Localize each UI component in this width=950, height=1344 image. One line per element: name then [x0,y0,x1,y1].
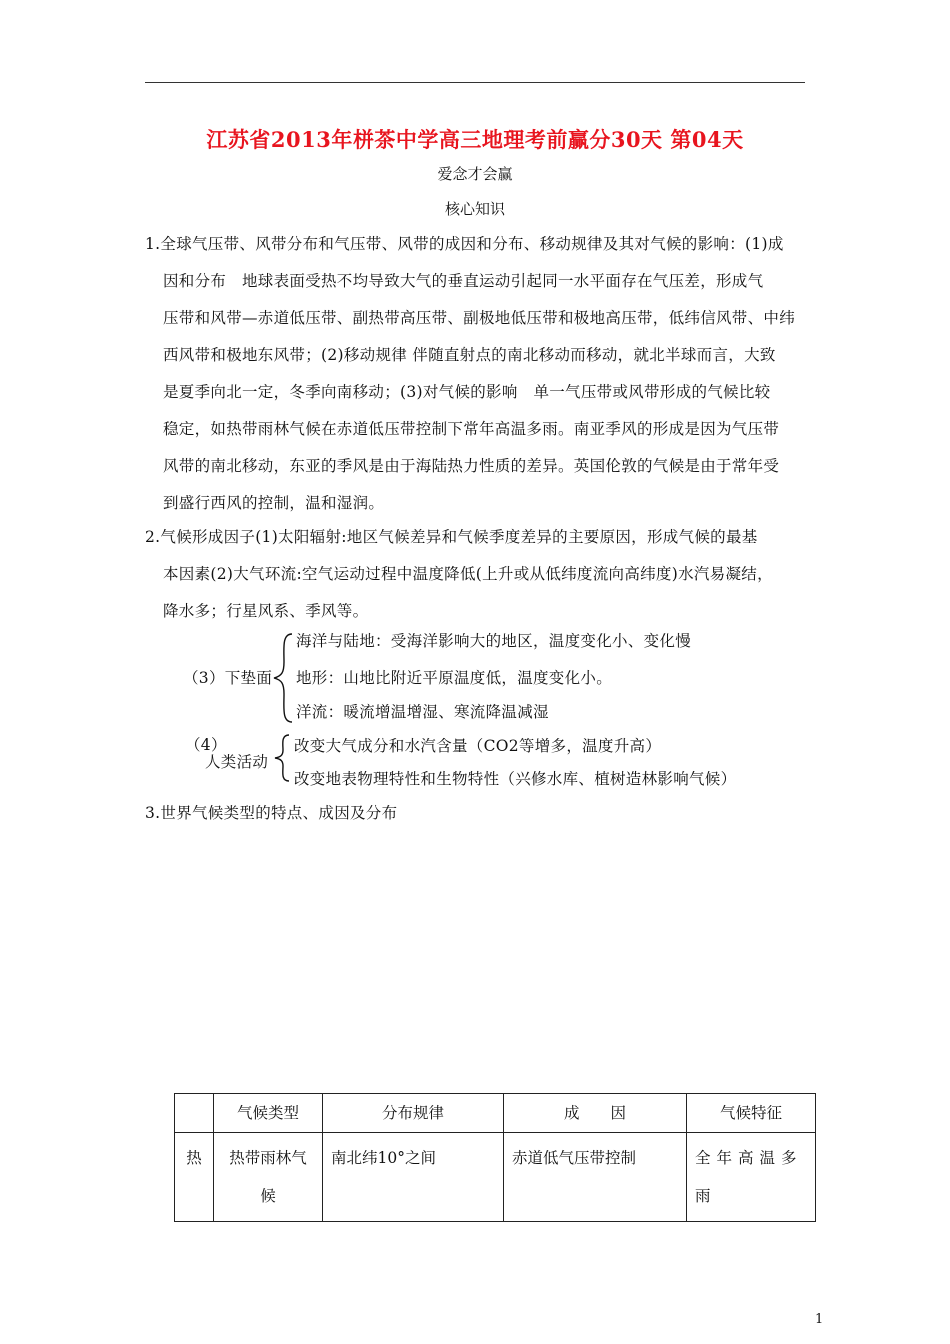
distribution-cell: 南北纬10°之间 [323,1133,504,1222]
table-row [175,1133,816,1222]
climate-type-cell: 热带雨林气候 [214,1133,323,1222]
page-number: 1 [815,1312,824,1327]
table-header-cell: 分布规律 [323,1094,504,1133]
paragraph-1-line: 压带和风带—赤道低压带、副热带高压带、副极地低压带和极地高压带，低纬信风带、中纬 [163,309,796,327]
paragraph-2-line: 2.气候形成因子(1)太阳辐射:地区气候差异和气候季度差异的主要原因，形成气候的最基 [145,528,758,546]
paragraph-1-line: 风带的南北移动，东亚的季风是由于海陆热力性质的差异。英国伦敦的气候是由于常年受 [163,457,780,475]
header-rule [145,82,805,83]
paragraph-3: 3.世界气候类型的特点、成因及分布 [145,804,398,822]
paragraph-1-line: 因和分布 地球表面受热不均导致大气的垂直运动引起同一水平面存在气压差，形成气 [163,272,764,290]
paragraph-2-line: 降水多；行星风系、季风等。 [163,602,369,620]
table-header-cell [175,1094,214,1133]
underlying-surface-item: 地形：山地比附近平原温度低，温度变化小。 [296,669,613,687]
underlying-surface-item: 海洋与陆地：受海洋影响大的地区，温度变化小、变化慢 [296,632,692,650]
table-header-cell: 成 因 [504,1094,687,1133]
table-header-cell: 气候特征 [687,1094,816,1133]
human-activity-item: 改变地表物理特性和生物特性（兴修水库、植树造林影响气候） [294,770,737,788]
climate-types-table [174,1093,816,1222]
human-activity-label: 人类活动 [205,753,269,771]
curly-brace-icon [270,630,296,726]
document-title: 江苏省2013年栟茶中学高三地理考前赢分30天 第04天 [206,127,744,152]
paragraph-2-line: 本因素(2)大气环流:空气运动过程中温度降低(上升或从低纬度流向高纬度)水汽易凝结， [163,565,773,583]
section-heading: 核心知识 [444,200,505,218]
climate-zone-cell: 热 [175,1133,214,1222]
paragraph-1-line: 是夏季向北一定，冬季向南移动；(3)对气候的影响 单一气压带或风带形成的气候比较 [163,383,771,401]
feature-cell: 全年高温多雨 [687,1133,816,1222]
cause-cell: 赤道低气压带控制 [504,1133,687,1222]
underlying-surface-label: （3）下垫面 [183,669,273,687]
human-activity-item: 改变大气成分和水汽含量（CO2等增多，温度升高） [294,737,662,755]
underlying-surface-item: 洋流：暖流增温增湿、寒流降温减湿 [296,703,549,721]
human-activity-number: （4） [185,736,227,754]
table-header-cell: 气候类型 [214,1094,323,1133]
paragraph-1-line: 1.全球气压带、风带分布和气压带、风带的成因和分布、移动规律及其对气候的影响：(1)成 [145,235,784,253]
paragraph-1-line: 西风带和极地东风带；(2)移动规律 伴随直射点的南北移动而移动，就北半球而言，大致 [163,346,776,364]
paragraph-1-line: 稳定，如热带雨林气候在赤道低压带控制下常年高温多雨。南亚季风的形成是因为气压带 [163,420,780,438]
paragraph-1-line: 到盛行西风的控制，温和湿润。 [163,494,385,512]
motto: 爱念才会赢 [437,165,513,183]
table-header-row [175,1094,816,1133]
curly-brace-icon [272,732,292,784]
